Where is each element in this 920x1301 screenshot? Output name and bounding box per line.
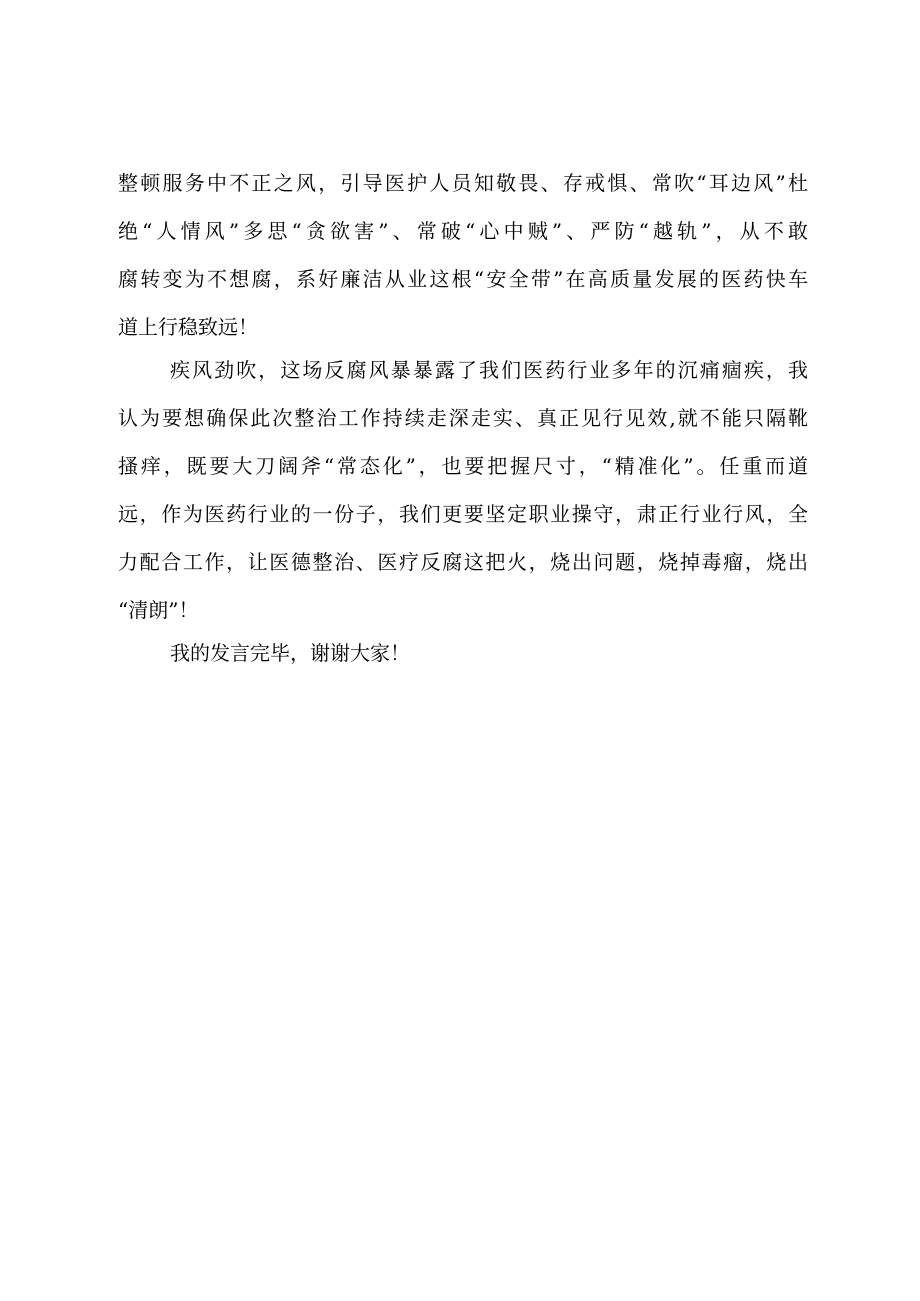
paragraph-1-line-3: 腐转变为不想腐，系好廉洁从业这根“安全带”在高质量发展的医药快车: [118, 267, 808, 291]
paragraph-2-line-4: 远，作为医药行业的一份子，我们更要坚定职业操守，肃正行业行风，全: [118, 502, 808, 526]
paragraph-2-line-5: 力配合工作，让医德整治、医疗反腐这把火，烧出问题，烧掉毒瘤，烧出: [118, 550, 808, 574]
paragraph-2-line-6: “清朗”！: [118, 598, 199, 622]
paragraph-2-line-1: 疾风劲吹，这场反腐风暴暴露了我们医药行业多年的沉痛痼疾，我: [170, 358, 808, 382]
paragraph-1-line-4: 道上行稳致远！: [118, 315, 258, 339]
paragraph-1-line-2: 绝“人情风”多思“贪欲害”、常破“心中贼”、严防“越轨”，从不敢: [118, 219, 808, 243]
paragraph-2-line-2: 认为要想确保此次整治工作持续走深走实、真正见行见效,就不能只隔靴: [118, 406, 808, 430]
paragraph-2-line-3: 搔痒，既要大刀阔斧“常态化”，也要把握尺寸，“精准化”。任重而道: [118, 454, 808, 478]
paragraph-1-line-1: 整顿服务中不正之风，引导医护人员知敬畏、存戒惧、常吹“耳边风”杜: [118, 171, 808, 195]
paragraph-3-line-1: 我的发言完毕，谢谢大家！: [170, 641, 410, 665]
